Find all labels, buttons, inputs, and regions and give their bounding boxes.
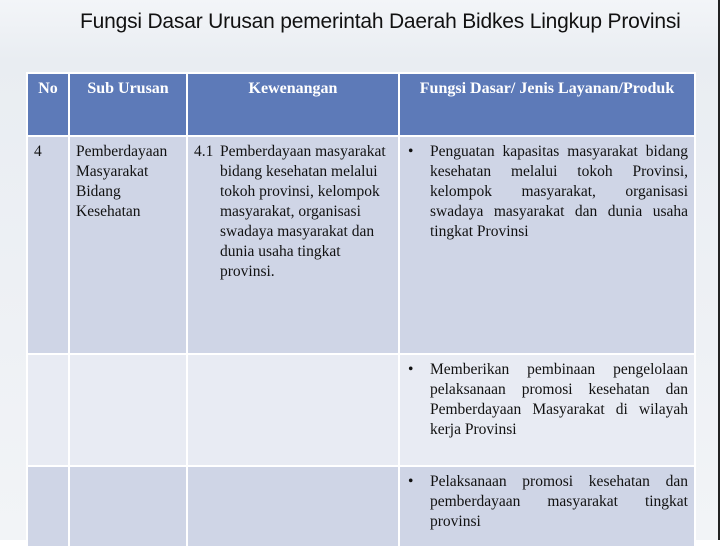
- fungsi-item: Penguatan kapasitas masyarakat bidang kesehatan melalui tokoh Provinsi, kelompok masyarakat, organisasi swadaya masyarakat dan dunia usaha tingkat Provinsi: [430, 143, 688, 240]
- cell-fungsi-3: [399, 466, 695, 547]
- table-row: [27, 354, 695, 466]
- fungsi-item: Memberikan pembinaan pengelolaan pelaksanaan promosi kesehatan dan Pemberdayaan Masyarakat di wilayah kerja Provinsi: [430, 361, 688, 438]
- cell-empty: [187, 466, 399, 547]
- bullet-icon: •: [408, 143, 414, 160]
- table-header-row: [27, 73, 695, 136]
- bullet-icon: •: [408, 361, 414, 378]
- header-no: No: [27, 73, 69, 136]
- cell-empty: [187, 354, 399, 466]
- kewenangan-text: Pemberdayaan masyarakat bidang kesehatan melalui tokoh provinsi, kelompok masyarakat, organisasi swadaya masyarakat dan dunia usaha tingkat provinsi.: [220, 143, 386, 280]
- cell-fungsi-2: [399, 354, 695, 466]
- cell-fungsi-1: [399, 136, 695, 354]
- urusan-table: [26, 72, 696, 548]
- cell-no: 4: [27, 136, 69, 354]
- cell-kewenangan: [187, 136, 399, 354]
- table-row: [27, 466, 695, 547]
- cell-empty: [69, 354, 187, 466]
- fungsi-item: Pelaksanaan promosi kesehatan dan pemberdayaan masyarakat tingkat provinsi: [430, 473, 688, 530]
- kewenangan-number: 4.1: [194, 143, 214, 160]
- cell-empty: [27, 466, 69, 547]
- table-row: [27, 136, 695, 354]
- header-fungsi: Fungsi Dasar/ Jenis Layanan/Produk: [399, 73, 695, 136]
- bullet-icon: •: [408, 473, 414, 490]
- header-sub-urusan: Sub Urusan: [69, 73, 187, 136]
- cell-empty: [27, 354, 69, 466]
- cell-sub-urusan: Pemberdayaan Masyarakat Bidang Kesehatan: [69, 136, 187, 354]
- cell-empty: [69, 466, 187, 547]
- header-kewenangan: Kewenangan: [187, 73, 399, 136]
- slide-title: Fungsi Dasar Urusan pemerintah Daerah Bidkes Lingkup Provinsi: [80, 10, 681, 33]
